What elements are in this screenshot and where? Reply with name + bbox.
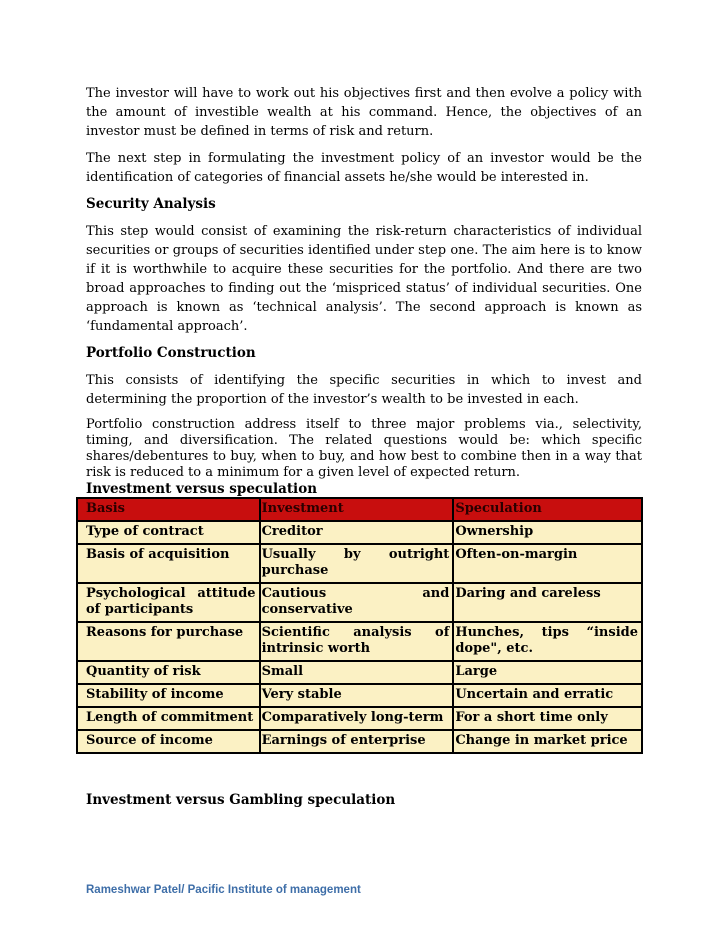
table-header-row: [77, 498, 642, 521]
table-cell: Uncertain and erratic: [453, 684, 642, 707]
table-cell: Reasons for purchase: [77, 622, 260, 661]
table-cell: Stability of income: [77, 684, 260, 707]
header-speculation: Speculation: [453, 498, 642, 521]
table-row: [77, 544, 642, 583]
table-cell: Usually by outright purchase: [260, 544, 454, 583]
table-cell: Small: [260, 661, 454, 684]
table-cell: Change in market price: [453, 730, 642, 753]
document-body: [86, 84, 642, 808]
table-row: [77, 521, 642, 544]
table-cell: For a short time only: [453, 707, 642, 730]
heading-portfolio-construction: Portfolio Construction: [86, 345, 256, 361]
table-title: Investment versus speculation: [86, 481, 318, 497]
paragraph-portfolio-problems: Portfolio construction address itself to three major problems via., selectivity, timing, and diversification. The related questions would be: which specific shares/debentures to buy, when to buy, and how best to combine then in a way that risk is reduced to a minimum for a given level of expected return.: [86, 417, 642, 480]
footer-author: Rameshwar Patel/ Pacific Institute of management: [86, 884, 361, 896]
table-cell: Often-on-margin: [453, 544, 642, 583]
table-cell: Quantity of risk: [77, 661, 260, 684]
paragraph-portfolio-definition: This consists of identifying the specific securities in which to invest and determining the proportion of the investor’s wealth to be invested in each.: [86, 373, 642, 407]
table-row: [77, 707, 642, 730]
table-row: [77, 622, 642, 661]
heading-security-analysis: Security Analysis: [86, 196, 216, 212]
table-cell: Type of contract: [77, 521, 260, 544]
paragraph-security-analysis: This step would consist of examining the risk-return characteristics of individual securities or groups of securities identified under step one. The aim here is to know if it is worthwhile to acquire these securities for the portfolio. And there are two broad approaches to finding out the ‘mispriced status’ of individual securities. One approach is known as ‘technical analysis’. The second approach is known as ‘fundamental approach’.: [86, 224, 642, 334]
table-row: [77, 730, 642, 753]
heading-investment-vs-gambling: Investment versus Gambling speculation: [86, 792, 396, 808]
table-row: [77, 583, 642, 622]
paragraph-objectives: The investor will have to work out his objectives first and then evolve a policy with the amount of investible wealth at his command. Hence, the objectives of an investor must be defined in terms of risk and return.: [86, 86, 642, 139]
table-cell: Source of income: [77, 730, 260, 753]
table-row: [77, 661, 642, 684]
header-basis: Basis: [77, 498, 260, 521]
paragraph-next-step: The next step in formulating the investment policy of an investor would be the identification of categories of financial assets he/she would be interested in.: [86, 151, 642, 185]
table-cell: Earnings of enterprise: [260, 730, 454, 753]
table-cell: Hunches, tips “inside dope", etc.: [453, 622, 642, 661]
investment-speculation-table: [76, 497, 643, 754]
table-cell: Large: [453, 661, 642, 684]
header-investment: Investment: [260, 498, 454, 521]
table-cell: Cautious and conservative: [260, 583, 454, 622]
table-cell: Psychological attitude of participants: [77, 583, 260, 622]
table-cell: Length of commitment: [77, 707, 260, 730]
table-cell: Ownership: [453, 521, 642, 544]
table-cell: Scientific analysis of intrinsic worth: [260, 622, 454, 661]
table-row: [77, 684, 642, 707]
table-cell: Creditor: [260, 521, 454, 544]
table-cell: Daring and careless: [453, 583, 642, 622]
table-cell: Comparatively long-term: [260, 707, 454, 730]
table-cell: Basis of acquisition: [77, 544, 260, 583]
table-cell: Very stable: [260, 684, 454, 707]
